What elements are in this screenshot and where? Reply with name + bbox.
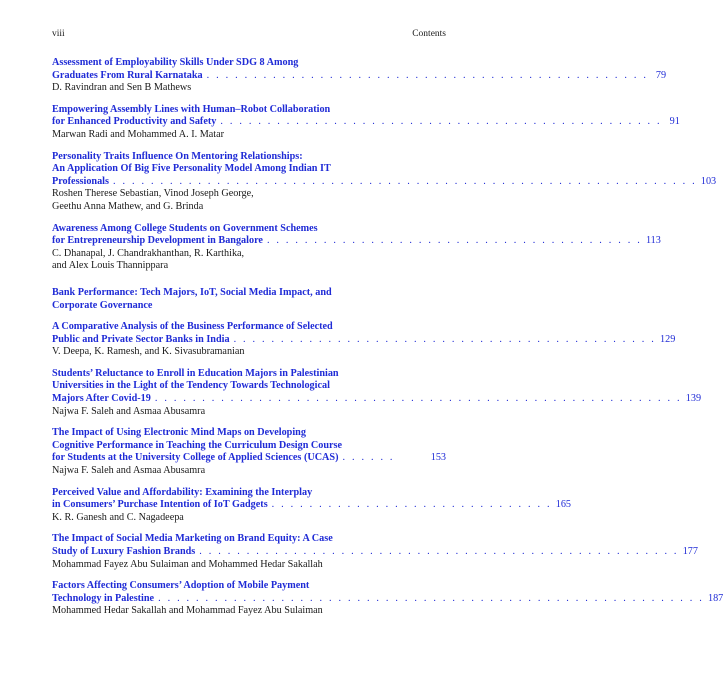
page-number-link[interactable]: 103 bbox=[700, 175, 717, 187]
title-line: for Students at the University College of Applied Sciences (UCAS) bbox=[52, 452, 339, 464]
title-line: Study of Luxury Fashion Brands bbox=[52, 546, 196, 557]
title-last-line bbox=[52, 69, 667, 83]
dot-leader: . . . . . . . . . . . . . . . . . . . . . . . . . . . . . . . . . . . . . . . . . . . . . . . . . . . . . . . . . . . . . . bbox=[112, 175, 697, 187]
author-line: and Alex Louis Thannippara bbox=[52, 260, 169, 272]
title-line: A Comparative Analysis of the Business Performance of Selected bbox=[52, 321, 333, 333]
toc-entry[interactable] bbox=[52, 367, 702, 418]
title-line: Universities in the Light of the Tendency Towards Technological bbox=[52, 380, 330, 392]
title-line: Corporate Governance bbox=[52, 299, 153, 311]
entry-title[interactable] bbox=[52, 103, 680, 129]
title-line: Personality Traits Influence On Mentoring Relationships: bbox=[52, 150, 303, 162]
page-number-link[interactable]: 177 bbox=[682, 546, 698, 557]
entry-title[interactable] bbox=[52, 580, 723, 605]
entry-authors bbox=[52, 82, 446, 95]
dot-leader: . . . . . . . . . . . . . . . . . . . . . . . . . . . . . . . . . . . . . . . . . . . . . . . . . . . . . . . . bbox=[154, 393, 682, 405]
page-number-link[interactable]: 91 bbox=[669, 116, 680, 128]
toc-entry[interactable] bbox=[52, 222, 661, 273]
table-of-contents bbox=[52, 57, 723, 627]
title-line: An Application Of Big Five Personality Model Among Indian IT bbox=[52, 163, 331, 175]
author-line: Marwan Radi and Mohammed A. I. Matar bbox=[52, 128, 225, 140]
title-line: The Impact of Social Media Marketing on Brand Equity: A Case bbox=[52, 533, 333, 545]
author-line: C. Dhanapal, J. Chandrakhanthan, R. Karthika, bbox=[52, 247, 245, 259]
title-last-line bbox=[52, 452, 446, 465]
title-line: Graduates From Rural Karnataka bbox=[52, 69, 203, 81]
author-line: Mohammad Fayez Abu Sulaiman and Mohammed Hedar Sakallah bbox=[52, 558, 323, 570]
toc-entry[interactable] bbox=[52, 150, 717, 214]
title-line: Assessment of Employability Skills Under SDG 8 Among bbox=[52, 57, 299, 68]
entry-title[interactable] bbox=[52, 367, 702, 406]
title-line: Factors Affecting Consumers’ Adoption of Mobile Payment bbox=[52, 580, 310, 592]
title-line: Bank Performance: Tech Majors, IoT, Social Media Impact, and bbox=[52, 286, 332, 298]
title-line: for Enhanced Productivity and Safety bbox=[52, 116, 217, 128]
title-line: Majors After Covid-19 bbox=[52, 393, 151, 405]
title-line: Technology in Palestine bbox=[52, 592, 155, 604]
running-title: Contents bbox=[412, 29, 446, 39]
title-line: Empowering Assembly Lines with Human–Robot Collaboration bbox=[52, 103, 331, 115]
author-line: K. R. Ganesh and C. Nagadeepa bbox=[52, 511, 184, 523]
dot-leader: . . . . . . . . . . . . . . . . . . . . . . . . . . . . . . . . . . . . . . . . . . . . . . . . . . . . . . . . . . bbox=[158, 592, 704, 604]
entry-title[interactable] bbox=[52, 486, 572, 512]
page-number-link[interactable]: 153 bbox=[430, 452, 446, 464]
toc-entry[interactable] bbox=[52, 427, 446, 477]
part-heading[interactable] bbox=[52, 287, 446, 312]
entry-authors bbox=[52, 559, 446, 572]
author-line: Mohammed Hedar Sakallah and Mohammad Fayez Abu Sulaiman bbox=[52, 605, 323, 617]
page-label: viii bbox=[52, 29, 65, 39]
title-last-line bbox=[52, 333, 676, 347]
title-last-line bbox=[52, 393, 702, 406]
toc-entry[interactable] bbox=[52, 486, 572, 525]
dot-leader: . . . . . . . . . . . . . . . . . . . . . . . . . . . . . . . . . . . . . . . . . . . . . . . bbox=[206, 69, 649, 81]
title-last-line bbox=[52, 175, 717, 189]
author-line: Najwa F. Saleh and Asmaa Abusamra bbox=[52, 405, 206, 417]
dot-leader: . . . . . . . . . . . . . . . . . . . . . . . . . . . . . . . . . . . . . . . . . . . . . . . . . . . bbox=[199, 546, 679, 557]
entry-title[interactable] bbox=[52, 57, 667, 82]
dot-leader: . . . . . . . . . . . . . . . . . . . . . . . . . . . . . . . . . . . . . . . . . . . . . bbox=[233, 333, 657, 345]
toc-entry[interactable] bbox=[52, 321, 676, 359]
author-line: V. Deepa, K. Ramesh, and K. Sivasubramanian bbox=[52, 346, 245, 358]
toc-entry[interactable] bbox=[52, 533, 698, 571]
entry-authors bbox=[52, 465, 446, 478]
entry-title[interactable] bbox=[52, 427, 446, 465]
title-last-line bbox=[52, 235, 661, 248]
entry-authors bbox=[52, 129, 446, 142]
author-line: D. Ravindran and Sen B Mathews bbox=[52, 82, 192, 94]
entry-authors bbox=[52, 188, 446, 213]
dot-leader: . . . . . . . . . . . . . . . . . . . . . . . . . . . . . . bbox=[271, 499, 552, 511]
entry-authors bbox=[52, 406, 446, 419]
author-line: Geethu Anna Mathew, and G. Brinda bbox=[52, 200, 204, 212]
entry-authors bbox=[52, 346, 446, 359]
title-line: for Entrepreneurship Development in Bangalore bbox=[52, 235, 263, 247]
part-title[interactable] bbox=[52, 287, 446, 312]
toc-entry[interactable] bbox=[52, 103, 680, 142]
title-line: in Consumers’ Purchase Intention of IoT Gadgets bbox=[52, 499, 268, 511]
title-line: Public and Private Sector Banks in India bbox=[52, 333, 230, 345]
title-last-line bbox=[52, 546, 698, 559]
page-number-link[interactable]: 139 bbox=[685, 393, 702, 405]
entry-title[interactable] bbox=[52, 533, 698, 558]
title-line: The Impact of Using Electronic Mind Maps on Developing bbox=[52, 427, 306, 439]
entry-authors bbox=[52, 248, 446, 273]
page-header bbox=[52, 29, 446, 39]
title-line: Perceived Value and Affordability: Examining the Interplay bbox=[52, 486, 313, 498]
title-line: Awareness Among College Students on Government Schemes bbox=[52, 222, 318, 234]
title-last-line bbox=[52, 116, 680, 129]
toc-entry[interactable] bbox=[52, 580, 723, 618]
title-last-line bbox=[52, 499, 572, 512]
entry-authors bbox=[52, 512, 446, 525]
entry-authors bbox=[52, 605, 446, 618]
author-line: Najwa F. Saleh and Asmaa Abusamra bbox=[52, 465, 206, 477]
title-line: Cognitive Performance in Teaching the Curriculum Design Course bbox=[52, 439, 343, 451]
title-last-line bbox=[52, 592, 723, 606]
entry-title[interactable] bbox=[52, 222, 661, 248]
author-line: Roshen Therese Sebastian, Vinod Joseph George, bbox=[52, 188, 254, 200]
entry-title[interactable] bbox=[52, 150, 717, 189]
dot-leader: . . . . . . . . . . . . . . . . . . . . . . . . . . . . . . . . . . . . . . . . . . . . . . . bbox=[220, 116, 662, 128]
dot-leader: . . . . . . bbox=[342, 452, 395, 464]
entry-title[interactable] bbox=[52, 321, 676, 346]
page-number-link[interactable]: 129 bbox=[660, 333, 676, 345]
title-line: Students’ Reluctance to Enroll in Education Majors in Palestinian bbox=[52, 367, 339, 379]
page-number-link[interactable]: 113 bbox=[645, 235, 661, 247]
dot-leader: . . . . . . . . . . . . . . . . . . . . . . . . . . . . . . . . . . . . . . . . bbox=[266, 235, 642, 247]
page-number-link[interactable]: 79 bbox=[655, 69, 667, 81]
title-line: Professionals bbox=[52, 175, 109, 187]
page-number-link[interactable]: 187 bbox=[707, 592, 723, 604]
toc-entry[interactable] bbox=[52, 57, 667, 95]
page-number-link[interactable]: 165 bbox=[555, 499, 572, 511]
